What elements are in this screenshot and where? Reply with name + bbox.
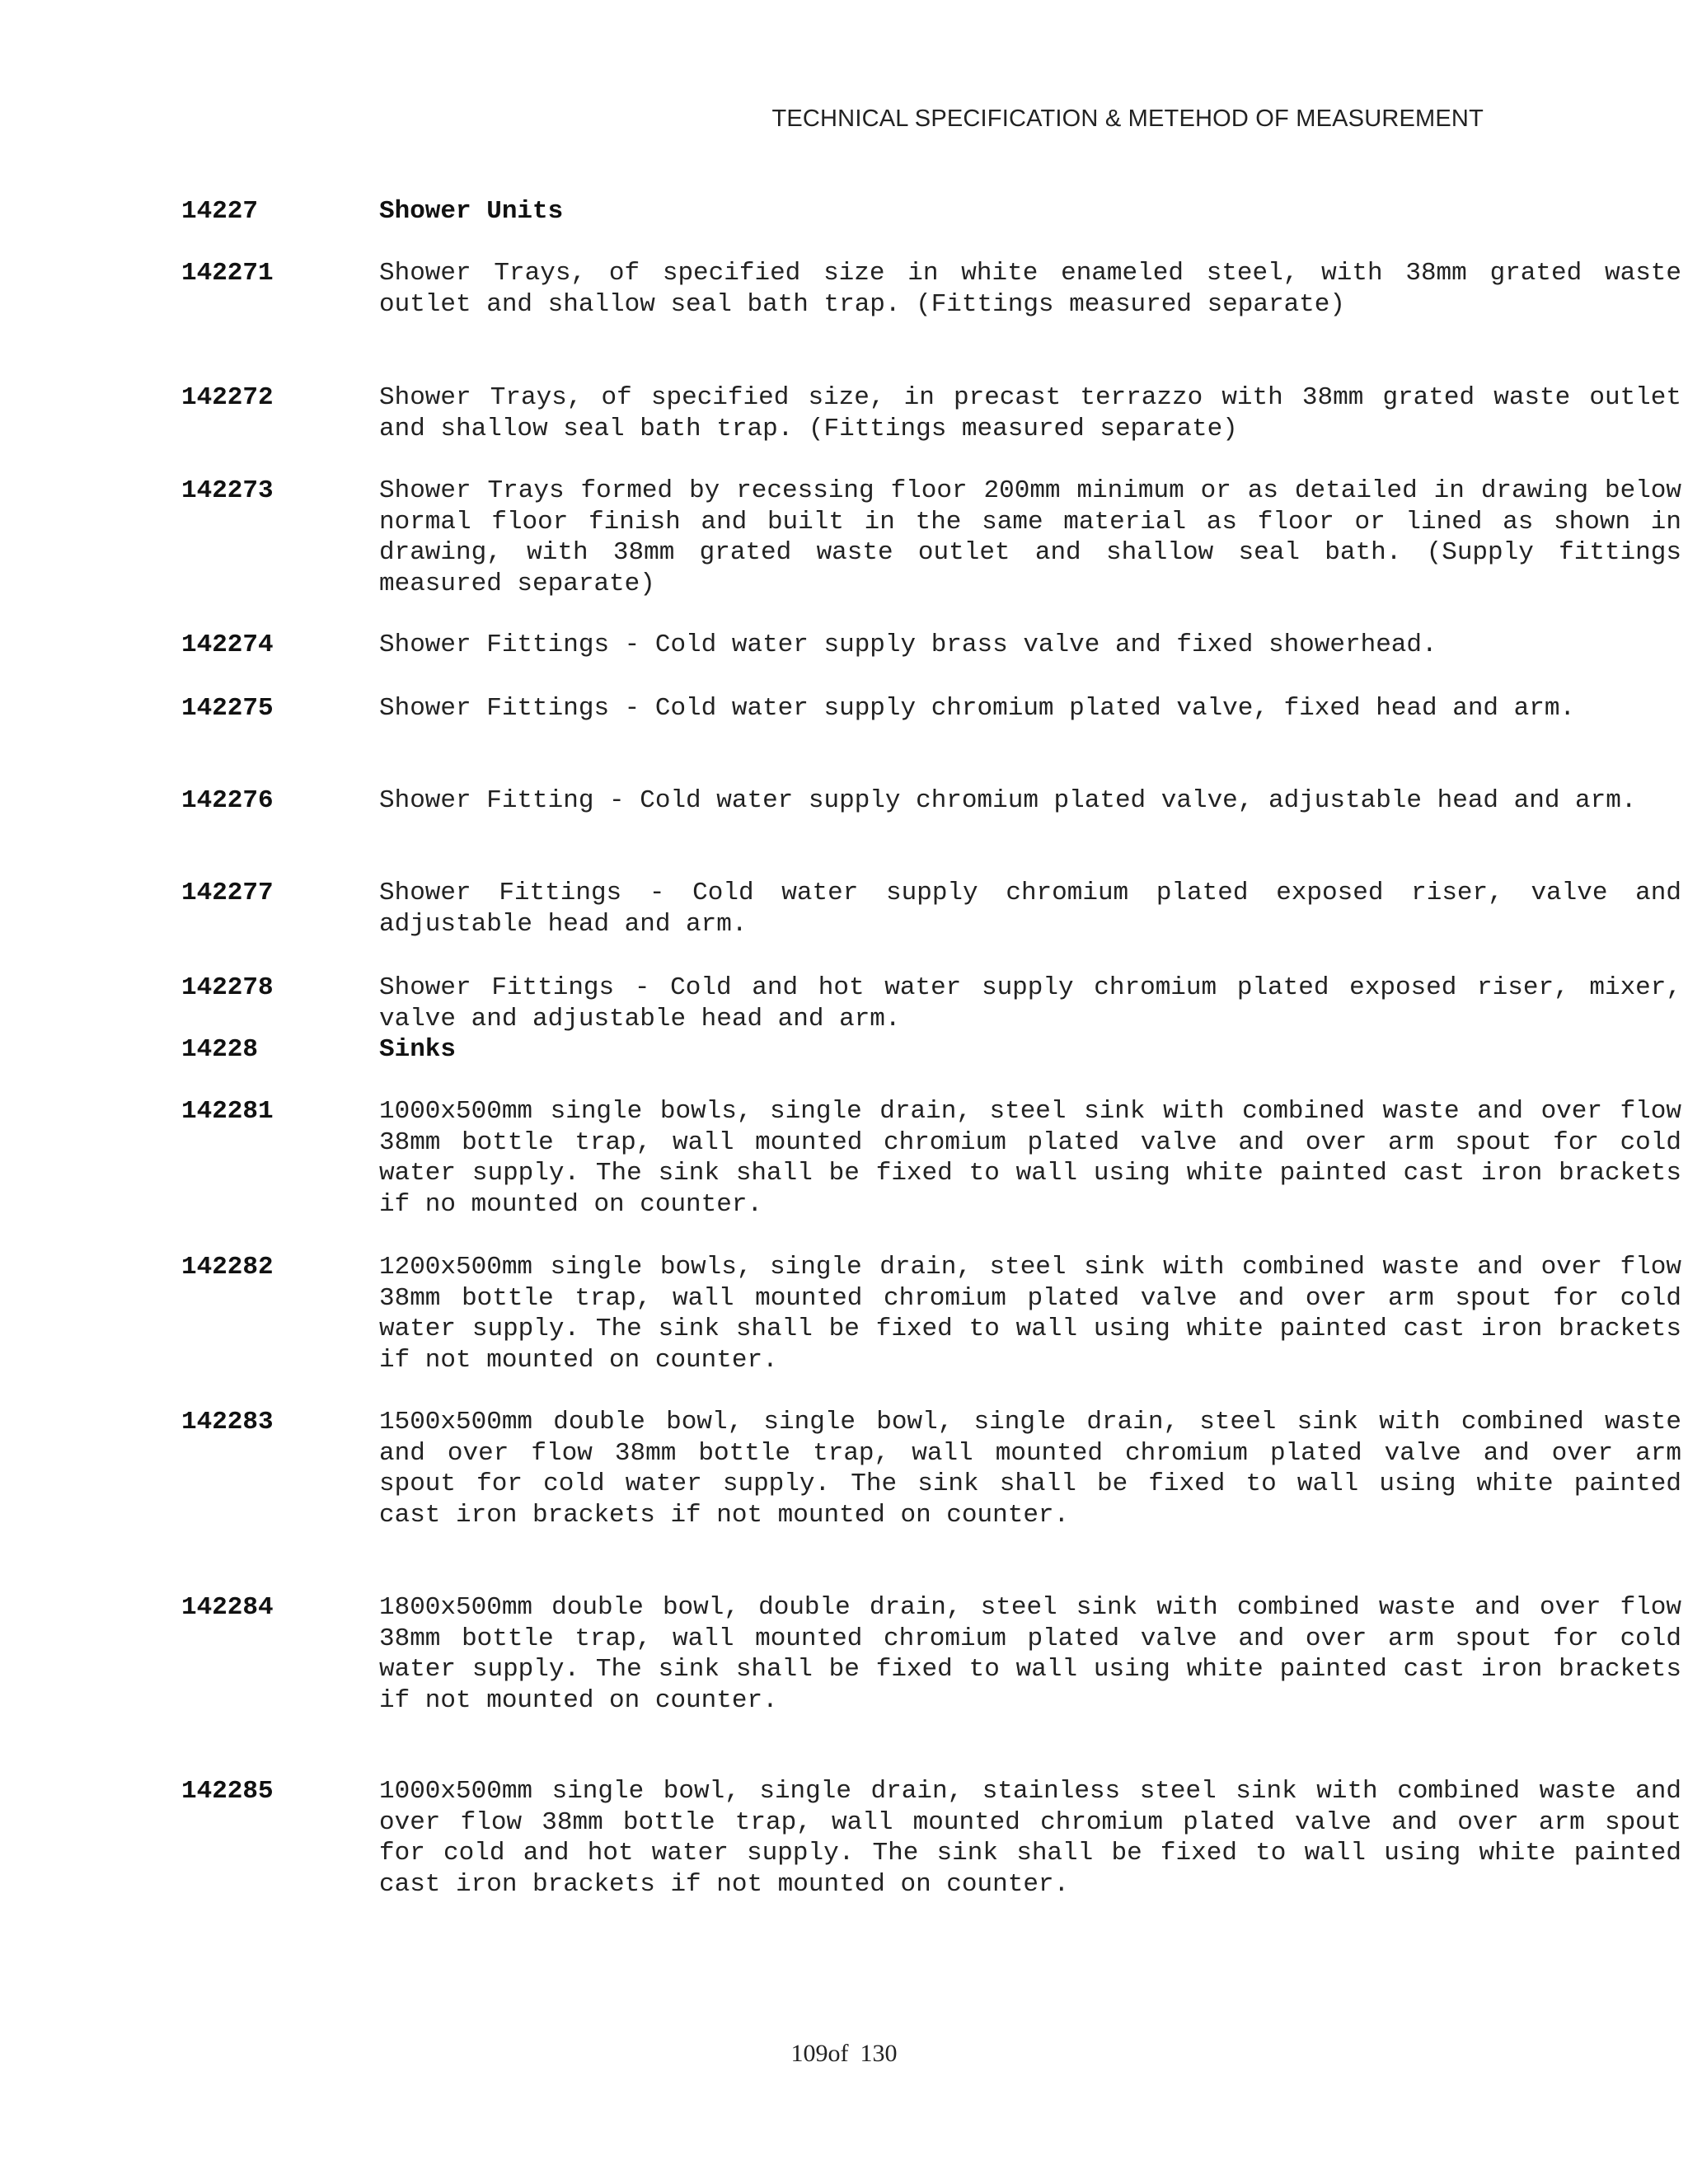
section-title: Shower Units — [379, 197, 564, 226]
item-description: Shower Fitting - Cold water supply chromium plated valve, adjustable head and arm. — [379, 786, 1637, 815]
item-code: 14228 — [181, 1035, 259, 1064]
item-code: 142271 — [181, 259, 274, 288]
item-description: 1000x500mm single bowls, single drain, steel sink with combined waste and over flow 38mm bottle trap, wall mounted chromium plated valve and over arm spout for cold water supply. The sink shall be fixed to wall using white painted cast iron brackets if no mounted on counter. — [379, 1097, 1681, 1219]
item-code: 142281 — [181, 1097, 274, 1126]
item-code: 142276 — [181, 786, 274, 815]
page-number — [0, 2040, 1688, 2068]
item-code: 142275 — [181, 694, 274, 723]
total-pages: 130 — [860, 2040, 898, 2067]
item-code: 142272 — [181, 383, 274, 412]
item-code: 142278 — [181, 973, 274, 1002]
item-code: 14227 — [181, 197, 259, 226]
item-description: 1200x500mm single bowls, single drain, steel sink with combined waste and over flow 38mm bottle trap, wall mounted chromium plated valve and over arm spout for cold water supply. The sink shall be fixed to wall using white painted cast iron brackets if not mounted on counter. — [379, 1253, 1681, 1375]
item-code: 142285 — [181, 1777, 274, 1806]
item-code: 142282 — [181, 1253, 274, 1282]
item-description: Shower Fittings - Cold water supply chromium plated exposed riser, valve and adjustable head and arm. — [379, 879, 1681, 939]
item-code: 142277 — [181, 879, 274, 907]
item-description: Shower Fittings - Cold water supply chromium plated valve, fixed head and arm. — [379, 694, 1576, 723]
item-description: Shower Fittings - Cold and hot water supply chromium plated exposed riser, mixer, valve and adjustable head and arm. — [379, 973, 1681, 1033]
item-description: 1800x500mm double bowl, double drain, steel sink with combined waste and over flow 38mm bottle trap, wall mounted chromium plated valve and over arm spout for cold water supply. The sink shall be fixed to wall using white painted cast iron brackets if not mounted on counter. — [379, 1593, 1681, 1715]
item-description: Shower Fittings - Cold water supply brass valve and fixed showerhead. — [379, 630, 1437, 659]
current-page: 109of — [790, 2040, 849, 2067]
item-code: 142273 — [181, 476, 274, 505]
section-title: Sinks — [379, 1035, 457, 1064]
item-code: 142274 — [181, 630, 274, 659]
document-header-title: TECHNICAL SPECIFICATION & METEHOD OF MEASUREMENT — [771, 105, 1484, 132]
item-code: 142283 — [181, 1408, 274, 1436]
item-description: Shower Trays, of specified size, in precast terrazzo with 38mm grated waste outlet and shallow seal bath trap. (Fittings measured separate) — [379, 383, 1681, 443]
item-code: 142284 — [181, 1593, 274, 1622]
item-description: 1500x500mm double bowl, single bowl, single drain, steel sink with combined waste and over flow 38mm bottle trap, wall mounted chromium plated valve and over arm spout for cold water supply. The sink shall be fixed to wall using white painted cast iron brackets if not mounted on counter. — [379, 1408, 1681, 1530]
item-description: Shower Trays formed by recessing floor 200mm minimum or as detailed in drawing below normal floor finish and built in the same material as floor or lined as shown in drawing, with 38mm grated waste outlet and shallow seal bath. (Supply fittings measured separate) — [379, 476, 1681, 598]
item-description: Shower Trays, of specified size in white enameled steel, with 38mm grated waste outlet and shallow seal bath trap. (Fittings measured separate) — [379, 259, 1681, 319]
item-description: 1000x500mm single bowl, single drain, stainless steel sink with combined waste and over flow 38mm bottle trap, wall mounted chromium plated valve and over arm spout for cold and hot water supply. The sink shall be fixed to wall using white painted cast iron brackets if not mounted on counter. — [379, 1777, 1681, 1899]
